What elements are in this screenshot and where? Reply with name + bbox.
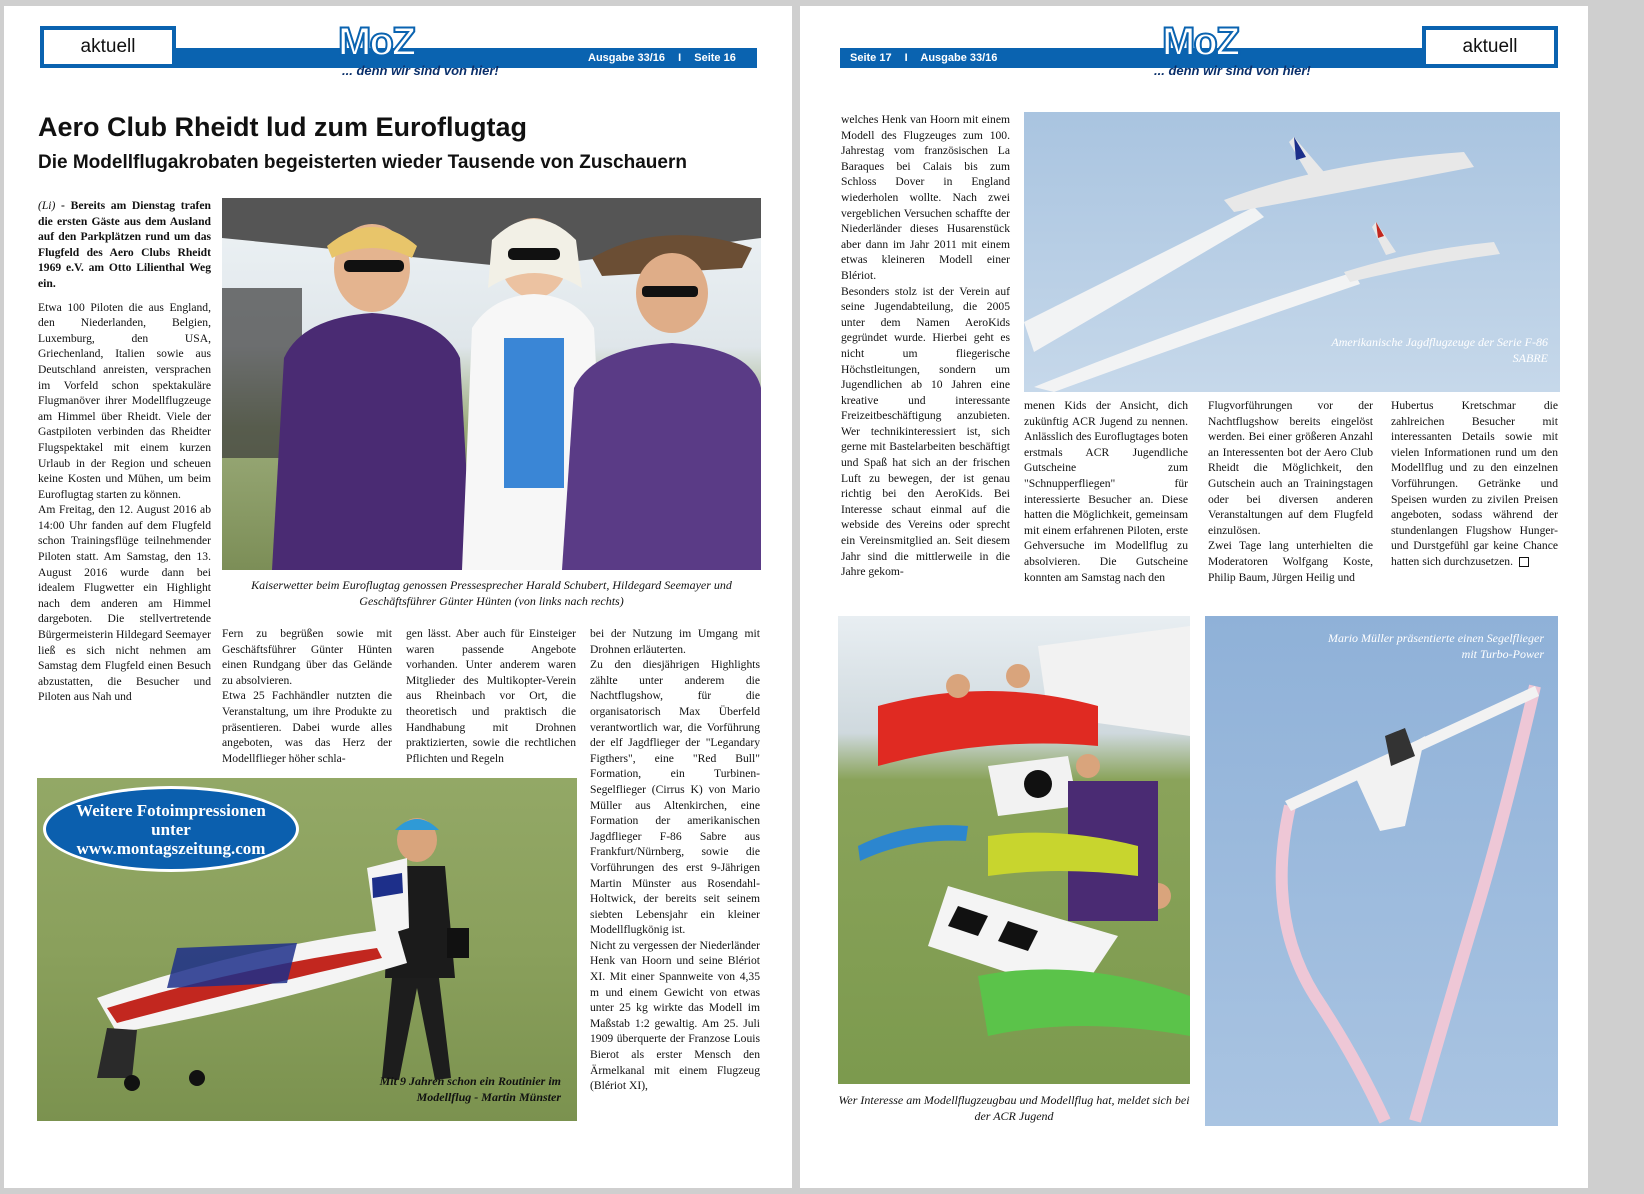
article-column-1	[841, 112, 1010, 580]
article-column-4	[590, 626, 760, 1094]
paragraph: Zu den diesjährigen Highlights zählte unter anderem die Nachtflugshow, für die organisatorisch Max Überfeld verantwortlich war, die Vorführung der elf Jagdflieger der "Legandary Figthers", eine "Red Bull" Formation, ein Turbinen-Segelflieger (Cirrus K) von Mario Müller aus Altenkirchen, eine Formation der amerikanischen Jagdflieger F-86 Sabre aus Frankfurt/Nürnberg, sowie die Vorführungen des erst 9-Jährigen Martin Münster aus Rosendahl-Holtwick, der bereits seit seinem siebten Lebensjahr ein kleiner Modellflugkönig ist.	[590, 658, 760, 937]
issue-info	[588, 50, 736, 66]
photo-glider-illustration	[1205, 616, 1558, 1126]
lead-paragraph	[38, 198, 211, 292]
article-column-3	[1208, 398, 1373, 585]
slogan: ... denn wir sind von hier!	[342, 63, 499, 78]
issue-number: Ausgabe 33/16	[588, 52, 666, 64]
separator: I	[678, 52, 682, 64]
article-column-2	[1024, 398, 1188, 585]
paragraph: Fern zu begrüßen sowie mit Geschäftsführer Günter Hünten einen Rundgang über das Gelände zu absolvieren.	[222, 627, 392, 687]
logo: MoZ	[338, 20, 415, 64]
photo-three-people-caption: Kaiserwetter beim Euroflugtag genossen Pressesprecher Harald Schubert, Hildegard Seemayer und Geschäftsführer Günter Hünten (von links nach rechts)	[251, 578, 732, 608]
photo-kids-model-planes	[838, 616, 1190, 1084]
paragraph: welches Henk van Hoorn mit einem Modell des Flugzeuges zum 100. Jahrestag vom französischen La Baraques bei Calais bis zum Schloss Dover in England wiederholen wollte. Nach zwei vergeblichen Versuchen schaffte der Niederländer dieses Husarenstück aber dann im Jahr 2011 mit einem etwas kleineren Modell einer Blériot.	[841, 113, 1010, 282]
photo-kids-caption: Wer Interesse am Modellflugzeugbau und Modellflug hat, meldet sich bei der ACR Jugend	[838, 1093, 1190, 1123]
paragraph: menen Kids der Ansicht, dich zukünftig ACR Jugend zu nennen. Anlässlich des Euroflugtages boten erstmals ACR Jugendliche Gutscheine zum "Schnupperfliegen" für interessierte Besucher an. Diese hatten die Möglichkeit, gemeinsam mit einem erfahrenen Piloten, erste Gehversuche im Modellflug zu absolvieren. Die Gutscheine konnten am Samstag nach den	[1024, 399, 1188, 584]
page-number: Seite 16	[694, 52, 736, 64]
photo-jets	[1024, 112, 1560, 392]
slogan: ... denn wir sind von hier!	[1154, 63, 1311, 78]
photo-boy-caption: Mit 9 Jahren schon ein Routinier im Modellflug - Martin Münster	[379, 1074, 561, 1104]
photo-jets-caption: Amerikanische Jagdflugzeuge der Serie F-86 SABRE	[1331, 335, 1548, 365]
paragraph: Etwa 25 Fachhändler nutzten die Veranstaltung, um ihre Produkte zu präsentieren. Dabei wurde alles angeboten, was das Herz der Modellflieger höher schla-	[222, 689, 392, 765]
headline: Aero Club Rheidt lud zum Euroflugtag	[38, 112, 527, 142]
section-tag: aktuell	[40, 26, 176, 68]
page-number: Seite 17	[850, 52, 892, 64]
article-column-4	[1391, 398, 1558, 570]
paragraph: bei der Nutzung im Umgang mit Drohnen erläuterten.	[590, 627, 760, 656]
issue-info	[850, 50, 997, 66]
photo-kids-illustration	[838, 616, 1190, 1084]
paragraph-text: Hubertus Kretschmar die zahlreichen Besucher mit interessanten Details sowie mit vielen Informationen rund um den Modellflug und zu den einzelnen Vorführungen. Getränke und Speisen wurden zu zivilen Preisen angeboten, sodass während der stundenlangen Flugshow Hunger- und Durstgefühl gar keine Chance hatten sich durchzusetzen.	[1391, 399, 1558, 568]
article-column-1	[38, 198, 211, 705]
paragraph: Besonders stolz ist der Verein auf seine Jugendabteilung, die 2005 unter dem Namen AeroKids gegründet wurde. Hierbei geht es nicht um fliegerische Höchstleitungen, sondern um Jugendlichen ab 10 Jahren eine kreative und interessante Freizeitbeschäftigung anzubieten. Wer technikinteressiert ist, sich gerne mit Bastelarbeiten beschäftigt und Spaß hat sich an der frischen Luft zu bewegen, der ist genau richtig bei den AeroKids. Bei Interesse schaut einmal auf die webside des Vereins oder sprecht ein Vereinsmitglied an. Seit diesem Jahr sind die mittlerweile in die Jahre gekom-	[841, 284, 1010, 579]
lead-text: - Bereits am Dienstag trafen die ersten Gäste aus dem Ausland auf den Parkplätzen rund um das Flugfeld des Aero Clubs Rheidt 1969 e.V. am Otto Lilienthal Weg ein.	[38, 199, 211, 290]
lead-author: (Li)	[38, 199, 56, 212]
issue-number: Ausgabe 33/16	[920, 52, 998, 64]
photo-glider-caption: Mario Müller präsentierte einen Segelflieger mit Turbo-Power	[1328, 631, 1544, 661]
separator: I	[904, 52, 908, 64]
article-column-2	[222, 626, 392, 766]
left-page	[4, 6, 792, 1188]
photo-three-people-illustration	[222, 198, 761, 570]
paragraph: Zwei Tage lang unterhielten die Moderatoren Wolfgang Koste, Philip Baum, Jürgen Heilig und	[1208, 539, 1373, 584]
subheadline: Die Modellflugakrobaten begeisterten wieder Tausende von Zuschauern	[38, 152, 687, 173]
section-tag: aktuell	[1422, 26, 1558, 68]
paragraph: Etwa 100 Piloten die aus England, den Niederlanden, Belgien, Luxemburg, den USA, Griechenland, Italien sowie aus Deutschland anreisten, versprachen im Vorfeld schon spektakuläre Flugmanöver ihrer Modellflugzeuge am Himmel über Rheidt. Viele der Gastpiloten verbinden das Rheidter Flugspektakel mit einem kurzen Urlaub in der Region und scheuen keine Kosten und Mühen, um beim Euroflugtag starten zu können.	[38, 300, 211, 501]
paragraph	[1391, 398, 1558, 570]
promo-bubble: Weitere Fotoimpressionen unter www.montagszeitung.com	[43, 786, 299, 872]
right-page	[800, 6, 1588, 1188]
photo-boy-model-plane	[37, 778, 577, 1121]
end-mark-icon	[1519, 557, 1529, 567]
paragraph: gen lässt. Aber auch für Einsteiger waren passende Angebote vorhanden. Unter anderem waren Mitglieder des Multikopter-Verein aus Rheinbach vor Ort, die theoretisch und praktisch die Handhabung mit Drohnen praktizierten, sowie die rechtlichen Pflichten und Regeln	[406, 627, 576, 765]
paragraph: Nicht zu vergessen der Niederländer Henk van Hoorn und seine Blériot XI. Mit einer Spannweite von 4,35 m und einem Gewicht von etwas unter 25 kg wirkte das Modell im Maßstab 1:2 gewaltig. Am 25. Juli 1909 überquerte der Franzose Louis Bierot als erster Mensch den Ärmelkanal mit einem Flugzeug (Blériot XI),	[590, 938, 760, 1093]
paragraph: Am Freitag, den 12. August 2016 ab 14:00 Uhr fanden auf dem Flugfeld schon Trainingsflüge teilnehmender Piloten statt. Am Samstag, den 13. August 2016 wurde dann bei idealem Flugwetter ein Highlight nach dem anderen am Himmel dargeboten. Die stellvertretende Bürgermeisterin Hildegard Seemayer ließ es sich nicht nehmen am Samstag dem Flugfeld einen Besuch abzustatten, die Besucher und Piloten aus Nah und	[38, 503, 211, 704]
photo-glider	[1205, 616, 1558, 1126]
logo: MoZ	[1162, 20, 1239, 64]
paragraph: Flugvorführungen vor der Nachtflugshow bereits eingelöst werden. Bei einer größeren Anzahl an Interessenten bot der Aero Club Rheidt die Möglichkeit, den Gutschein auch an Trainingstagen oder bei diversen anderen Veranstaltungen auf dem Flugfeld einzulösen.	[1208, 399, 1373, 537]
article-column-3	[406, 626, 576, 766]
photo-three-people	[222, 198, 761, 570]
